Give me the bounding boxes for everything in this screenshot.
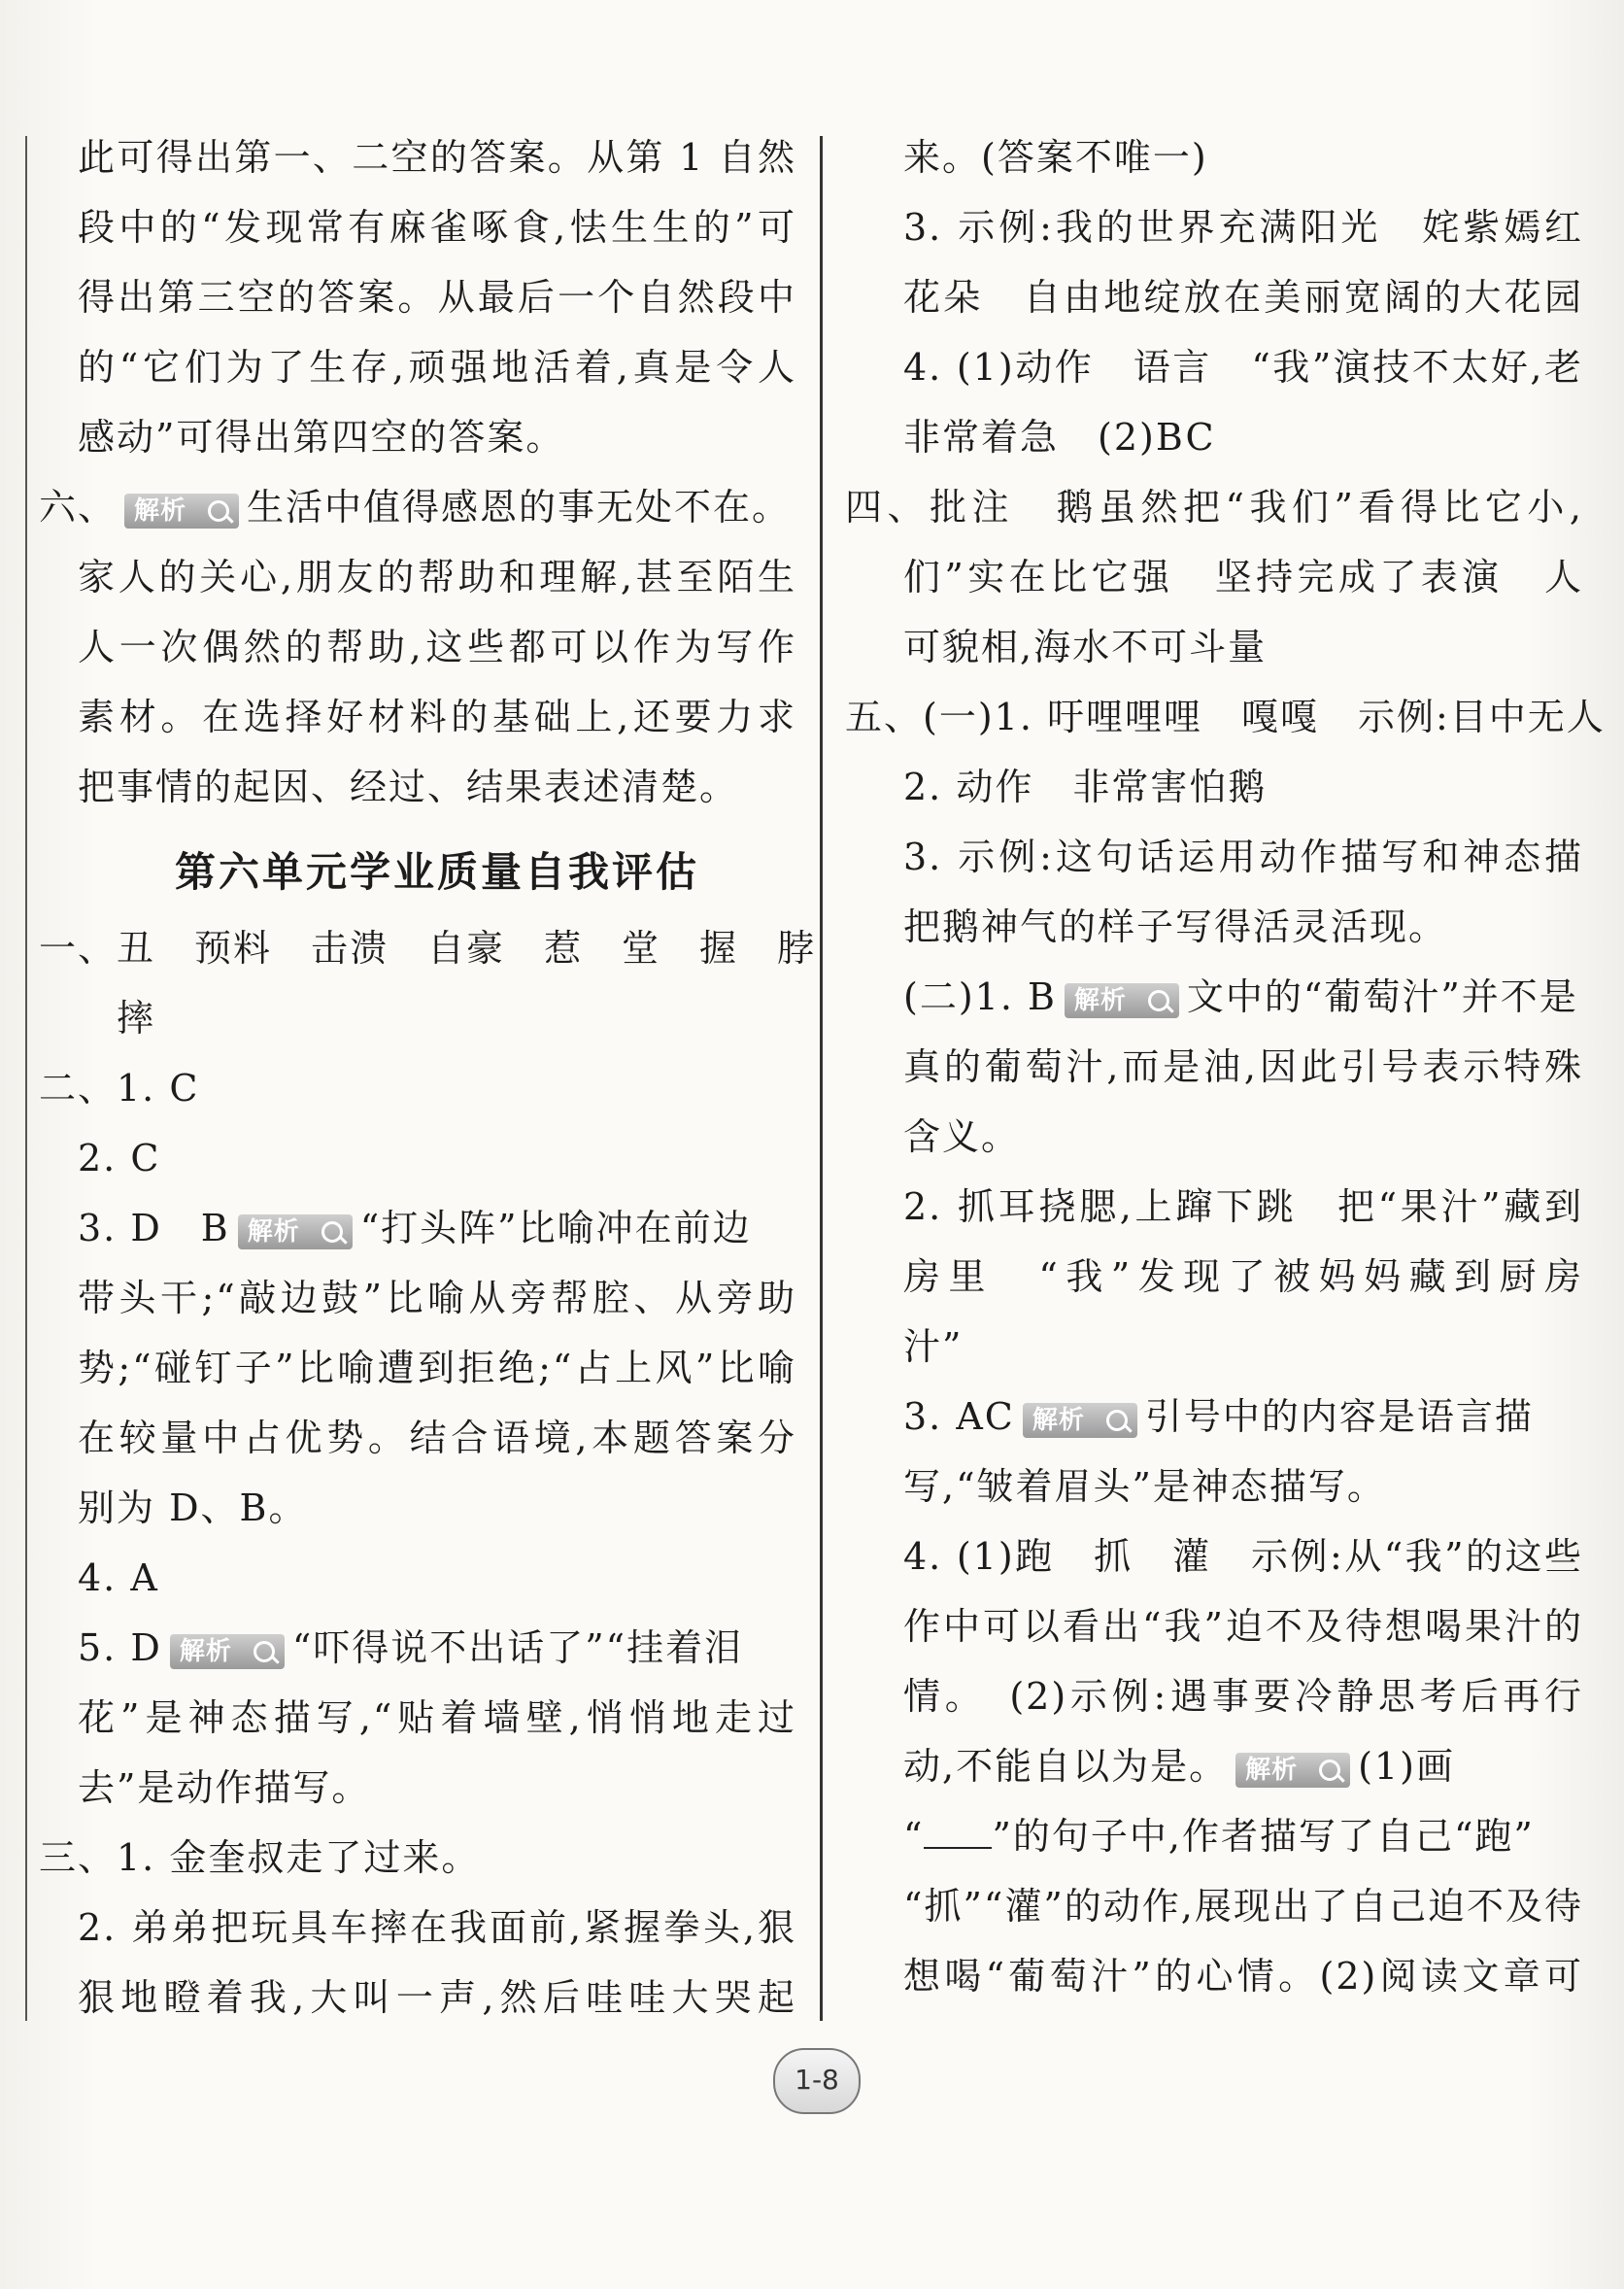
q2-item-5 xyxy=(78,1624,796,1671)
text-line: 非常着急 (2)BC xyxy=(903,416,1216,459)
text-line: 真的葡萄汁,而是油,因此引号表示特殊 xyxy=(903,1045,1583,1088)
item-six xyxy=(39,484,796,530)
text-line: 四、批注 鹅虽然把“我们”看得比它小, xyxy=(845,486,1583,529)
magnifier-icon xyxy=(1106,1410,1128,1431)
q2-5-text: “吓得说不出话了”“挂着泪 xyxy=(291,1626,744,1669)
q2-3-text: “打头阵”比喻冲在前边 xyxy=(359,1207,752,1249)
magnifier-icon xyxy=(254,1641,275,1662)
text-line: 写,“皱着眉头”是神态描写。 xyxy=(903,1465,1386,1508)
section-title: 第六单元学业质量自我评估 xyxy=(174,848,699,896)
analysis-badge: 解析 xyxy=(124,494,239,529)
q1-line: 一、丑 预料 击溃 自豪 惹 堂 握 脖 xyxy=(39,927,817,970)
q2-item: 4. A xyxy=(78,1556,159,1599)
analysis-badge: 解析 xyxy=(1065,983,1179,1018)
text-line: 3. 示例:我的世界充满阳光 姹紫嫣红 xyxy=(903,206,1583,249)
magnifier-icon xyxy=(208,500,229,522)
explanation: 文中的“葡萄汁”并不是 xyxy=(1186,975,1578,1018)
text-line: 人一次偶然的帮助,这些都可以作为写作 xyxy=(78,626,796,668)
text-line: 狠地瞪着我,大叫一声,然后哇哇大哭起 xyxy=(78,1976,796,2019)
explanation: 引号中的内容是语言描 xyxy=(1144,1395,1534,1438)
text-line: 家人的关心,朋友的帮助和理解,甚至陌生 xyxy=(78,556,796,598)
page-edge-line xyxy=(25,136,27,2021)
q2-item: 2. C xyxy=(78,1137,161,1179)
text-line: 含义。 xyxy=(903,1115,1021,1158)
q3-item: 2. 弟弟把玩具车摔在我面前,紧握拳头,狠 xyxy=(78,1906,796,1949)
text-line: 2. 动作 非常害怕鹅 xyxy=(903,766,1268,808)
text-line: 4. (1)跑 抓 灌 示例:从“我”的这些 xyxy=(903,1535,1583,1578)
text-line: 势;“碰钉子”比喻遭到拒绝;“占上风”比喻 xyxy=(78,1347,796,1389)
text-line: 带头干;“敲边鼓”比喻从旁帮腔、从旁助 xyxy=(78,1277,796,1319)
magnifier-icon xyxy=(1319,1759,1340,1781)
text-line: 的“它们为了生存,顽强地活着,真是令人 xyxy=(78,346,796,389)
text-line: 素材。在选择好材料的基础上,还要力求 xyxy=(78,696,796,738)
column-divider xyxy=(820,136,823,2021)
text-line: 花朵 自由地绽放在美丽宽阔的大花园 xyxy=(903,276,1583,319)
answer: 动,不能自以为是。 xyxy=(903,1745,1229,1788)
text-line: 把事情的起因、经过、结果表述清楚。 xyxy=(78,766,739,808)
item-four-analysis xyxy=(903,1743,1583,1790)
text-line: 汁” xyxy=(903,1325,964,1368)
analysis-badge: 解析 xyxy=(170,1634,285,1669)
analysis-badge: 解析 xyxy=(1235,1753,1350,1788)
text-line: 2. 抓耳挠腮,上蹿下跳 把“果汁”藏到 xyxy=(903,1185,1583,1228)
item-two-one xyxy=(903,974,1583,1020)
text-line: 4. (1)动作 语言 “我”演技不太好,老 xyxy=(903,346,1583,389)
text-line: “ ”的句子中,作者描写了自己“跑” xyxy=(903,1815,1535,1858)
text-line: 把鹅神气的样子写得活灵活现。 xyxy=(903,905,1448,948)
analysis-badge: 解析 xyxy=(1023,1403,1137,1438)
text-line: 感动”可得出第四空的答案。 xyxy=(78,416,565,459)
q2-item-3 xyxy=(78,1205,796,1251)
text-line: 想喝“葡萄汁”的心情。(2)阅读文章可 xyxy=(903,1955,1583,1998)
text-line: 段中的“发现常有麻雀啄食,怯生生的”可 xyxy=(78,206,796,249)
page-number: 1-8 xyxy=(773,2048,861,2114)
item-six-prefix: 六、 xyxy=(39,486,118,529)
explanation: (1)画 xyxy=(1358,1745,1455,1788)
text-line: 在较量中占优势。结合语境,本题答案分 xyxy=(78,1417,796,1459)
text-line: 们”实在比它强 坚持完成了表演 人 xyxy=(903,556,1583,598)
answer: (二)1. B xyxy=(903,975,1057,1018)
blank-underline xyxy=(924,1818,992,1849)
text-line: 可貌相,海水不可斗量 xyxy=(903,626,1268,668)
text-line: “抓”“灌”的动作,展现出了自己迫不及待 xyxy=(903,1885,1583,1928)
magnifier-icon xyxy=(321,1221,343,1243)
text-line: 花”是神态描写,“贴着墙壁,悄悄地走过 xyxy=(78,1696,796,1739)
item-three xyxy=(903,1393,1583,1440)
q2-5-answer: 5. D xyxy=(78,1626,162,1669)
text-line: 3. 示例:这句话运用动作描写和神态描 xyxy=(903,836,1583,878)
item-six-text: 生活中值得感恩的事无处不在。 xyxy=(247,486,792,529)
text-line: 别为 D、B。 xyxy=(78,1486,308,1529)
text-line: 五、(一)1. 吁哩哩哩 嘎嘎 示例:目中无人 xyxy=(845,696,1606,738)
text-line: 得出第三空的答案。从最后一个自然段中 xyxy=(78,276,796,319)
q1-line: 摔 xyxy=(117,997,156,1040)
text-line: 来。(答案不唯一) xyxy=(903,136,1208,179)
answer: 3. AC xyxy=(903,1395,1015,1438)
text-line: 情。 (2)示例:遇事要冷静思考后再行 xyxy=(903,1675,1583,1718)
q3-item: 三、1. 金奎叔走了过来。 xyxy=(39,1836,481,1879)
magnifier-icon xyxy=(1148,990,1169,1011)
text-line: 作中可以看出“我”迫不及待想喝果汁的 xyxy=(903,1605,1583,1648)
text-line: 此可得出第一、二空的答案。从第 1 自然 xyxy=(78,136,796,179)
text-line: 房里 “我”发现了被妈妈藏到厨房 xyxy=(903,1255,1583,1298)
q2-item: 二、1. C xyxy=(39,1067,200,1110)
q2-3-answer: 3. D B xyxy=(78,1207,230,1249)
analysis-badge: 解析 xyxy=(238,1214,353,1249)
text-line: 去”是动作描写。 xyxy=(78,1766,371,1809)
